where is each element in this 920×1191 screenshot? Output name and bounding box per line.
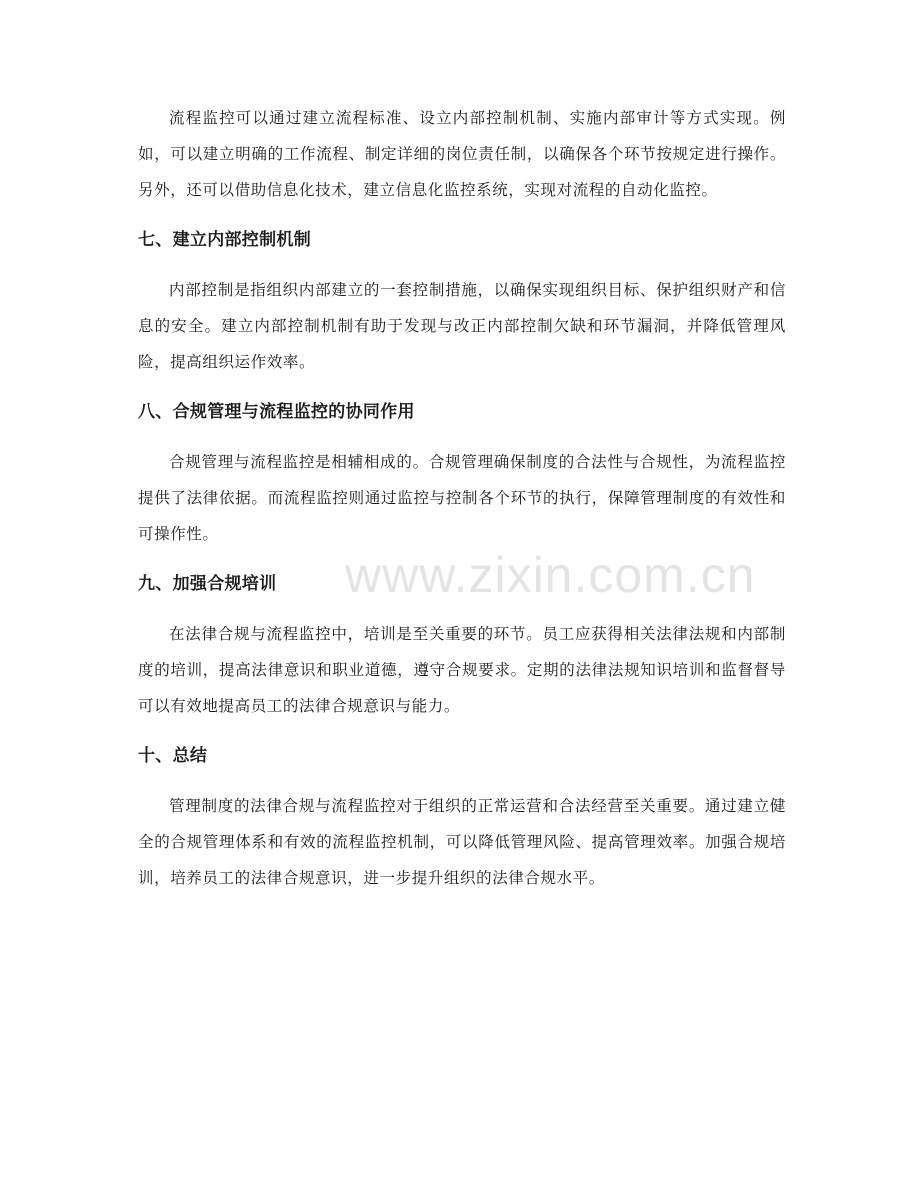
- section-paragraph-8: 合规管理与流程监控是相辅相成的。合规管理确保制度的合法性与合规性，为流程监控提供了法律依据。而流程监控则通过监控与控制各个环节的执行，保障管理制度的有效性和可操作性。: [138, 453, 786, 543]
- document-page: [138, 100, 786, 896]
- section-heading-8: 八、合规管理与流程监控的协同作用: [138, 402, 415, 422]
- section-paragraph-10: 管理制度的法律合规与流程监控对于组织的正常运营和合法经营至关重要。通过建立健全的合规管理体系和有效的流程监控机制，可以降低管理风险、提高管理效率。加强合规培训，培养员工的法律合规意识，进一步提升组织的法律合规水平。: [138, 797, 786, 887]
- section-heading-9: 九、加强合规培训: [138, 574, 277, 594]
- section-paragraph-7: 内部控制是指组织内部建立的一套控制措施，以确保实现组织目标、保护组织财产和信息的安全。建立内部控制机制有助于发现与改正内部控制欠缺和环节漏洞，并降低管理风险，提高组织运作效率。: [138, 281, 786, 371]
- section-heading-10: 十、总结: [138, 746, 208, 766]
- section-paragraph-9: 在法律合规与流程监控中，培训是至关重要的环节。员工应获得相关法律法规和内部制度的培训，提高法律意识和职业道德，遵守合规要求。定期的法律法规知识培训和监督督导可以有效地提高员工的法律合规意识与能力。: [138, 625, 786, 715]
- section-heading-7: 七、建立内部控制机制: [138, 230, 311, 250]
- watermark-text: www.zixin.com.cn: [345, 547, 756, 603]
- intro-paragraph: 流程监控可以通过建立流程标准、设立内部控制机制、实施内部审计等方式实现。例如，可以建立明确的工作流程、制定详细的岗位责任制，以确保各个环节按规定进行操作。另外，还可以借助信息化技术，建立信息化监控系统，实现对流程的自动化监控。: [138, 109, 786, 199]
